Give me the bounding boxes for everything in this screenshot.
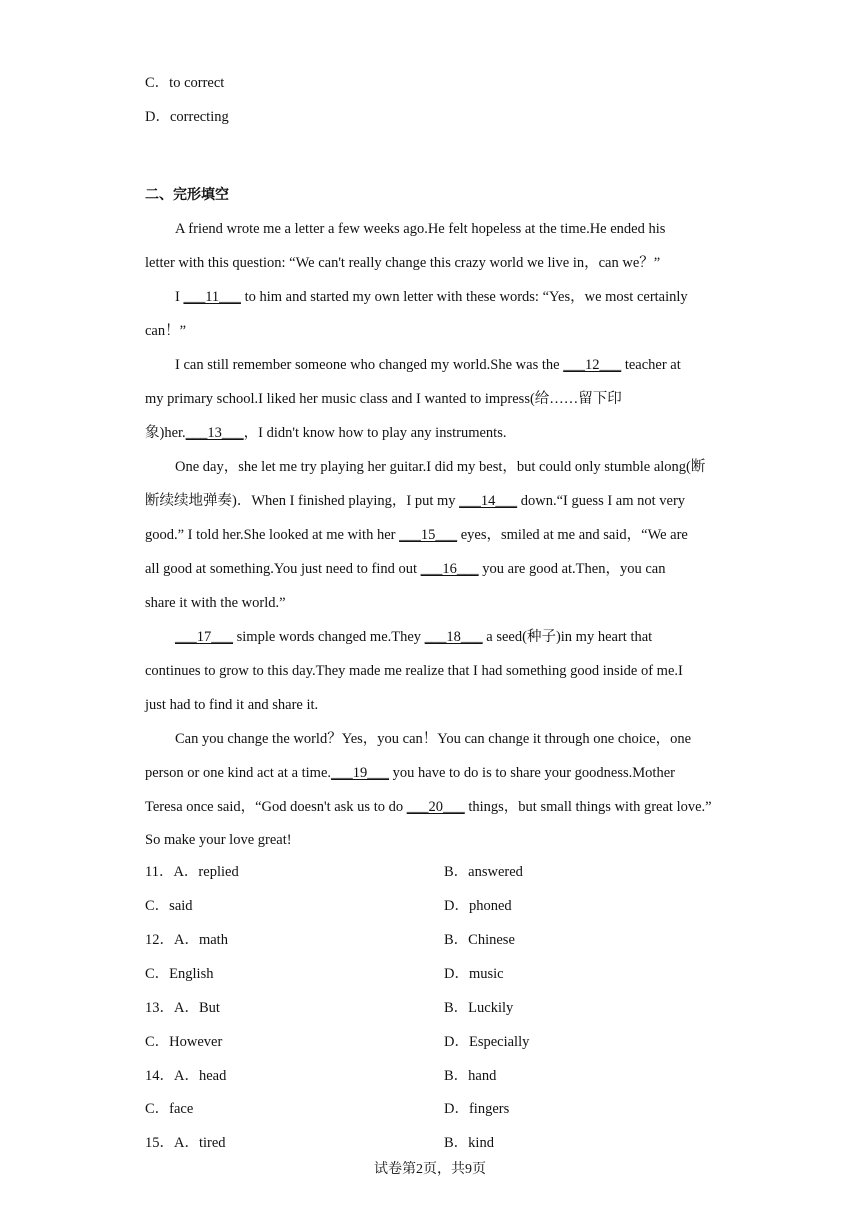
text-segment: you are good at.Then，you can: [478, 561, 666, 577]
text-segment: I: [175, 289, 184, 305]
text-segment: things，but small things with great love.”: [464, 799, 712, 815]
blank-19: ___19___: [331, 765, 390, 781]
passage-line: [145, 423, 506, 443]
option-right: D．Especially: [444, 1034, 530, 1050]
passage-line: continues to grow to this day.They made me realize that I had something good inside of me.I: [145, 663, 683, 679]
option-left: 15．A．tired: [145, 1135, 226, 1151]
option-left: C．face: [145, 1101, 194, 1117]
option-right: B．Chinese: [444, 932, 515, 948]
page-footer: 试卷第2页，共9页: [374, 1162, 486, 1177]
passage-line: letter with this question: “We can't really change this crazy world we live in，can we？”: [145, 255, 661, 271]
text-segment: teacher at: [621, 357, 681, 373]
text-segment: 象)her.: [145, 425, 186, 441]
section-title: 二、完形填空: [145, 187, 229, 203]
text-segment: good.” I told her.She looked at me with her: [145, 527, 400, 543]
passage-line: [145, 559, 665, 579]
blank-16: ___16___: [420, 561, 479, 577]
blank-13: ___13___: [185, 425, 244, 441]
text-segment: Teresa once said，“God doesn't ask us to do: [145, 799, 407, 815]
passage-line: my primary school.I liked her music class and I wanted to impress(给……留下印: [145, 391, 622, 407]
text-segment: down.“I guess I am not very: [517, 493, 686, 509]
passage-line: [145, 797, 712, 817]
passage-line: [145, 763, 675, 783]
passage-line: One day，she let me try playing her guitar.I did my best，but could only stumble along(断: [175, 459, 706, 475]
text-segment: eyes，smiled at me and said，“We are: [457, 527, 688, 543]
option-left: 12．A．math: [145, 932, 228, 948]
passage-line: [175, 287, 688, 307]
text-segment: simple words changed me.They: [233, 629, 425, 645]
text-segment: person or one kind act at a time.: [145, 765, 332, 781]
text-segment: all good at something.You just need to find out: [145, 561, 421, 577]
option-right: B．answered: [444, 864, 523, 880]
option-left: 13．A．But: [145, 1000, 220, 1016]
text-segment: a seed(种子)in my heart that: [482, 629, 653, 645]
passage-line: [175, 355, 681, 375]
option-left: C．English: [145, 966, 214, 982]
text-segment: ，I didn't know how to play any instruments.: [243, 425, 507, 441]
blank-11: ___11___: [183, 289, 241, 305]
passage-line: [175, 627, 652, 647]
option-right: B．Luckily: [444, 1000, 514, 1016]
blank-14: ___14___: [459, 493, 518, 509]
blank-12: ___12___: [563, 357, 622, 373]
text-segment: I can still remember someone who changed my world.She was the: [175, 357, 564, 373]
option-right: D．phoned: [444, 898, 512, 914]
text-segment: you have to do is to share your goodness.Mother: [389, 765, 675, 781]
option-left: 11．A．replied: [145, 864, 239, 880]
option-right: D．fingers: [444, 1101, 510, 1117]
passage-line: A friend wrote me a letter a few weeks ago.He felt hopeless at the time.He ended his: [175, 221, 666, 237]
text-segment: to him and started my own letter with these words: “Yes，we most certainly: [240, 289, 688, 305]
blank-17: ___17___: [175, 629, 233, 645]
option-right: B．kind: [444, 1135, 494, 1151]
passage-line: share it with the world.”: [145, 595, 286, 611]
prev-option-c: C．to correct: [145, 75, 225, 91]
passage-line: Can you change the world？Yes，you can！You can change it through one choice，one: [175, 731, 692, 747]
passage-line: just had to find it and share it.: [145, 697, 319, 713]
passage-line: [145, 525, 688, 545]
blank-15: ___15___: [399, 527, 458, 543]
prev-option-d: D．correcting: [145, 109, 229, 125]
passage-line: So make your love great!: [145, 832, 292, 848]
blank-20: ___20___: [406, 799, 465, 815]
blank-18: ___18___: [424, 629, 483, 645]
option-left: C．However: [145, 1034, 223, 1050]
option-right: D．music: [444, 966, 504, 982]
option-left: C．said: [145, 898, 193, 914]
option-left: 14．A．head: [145, 1068, 227, 1084]
passage-line: can！”: [145, 323, 187, 339]
passage-line: [145, 491, 685, 511]
text-segment: 断续续地弹奏)．When I finished playing，I put my: [145, 493, 460, 509]
option-right: B．hand: [444, 1068, 497, 1084]
